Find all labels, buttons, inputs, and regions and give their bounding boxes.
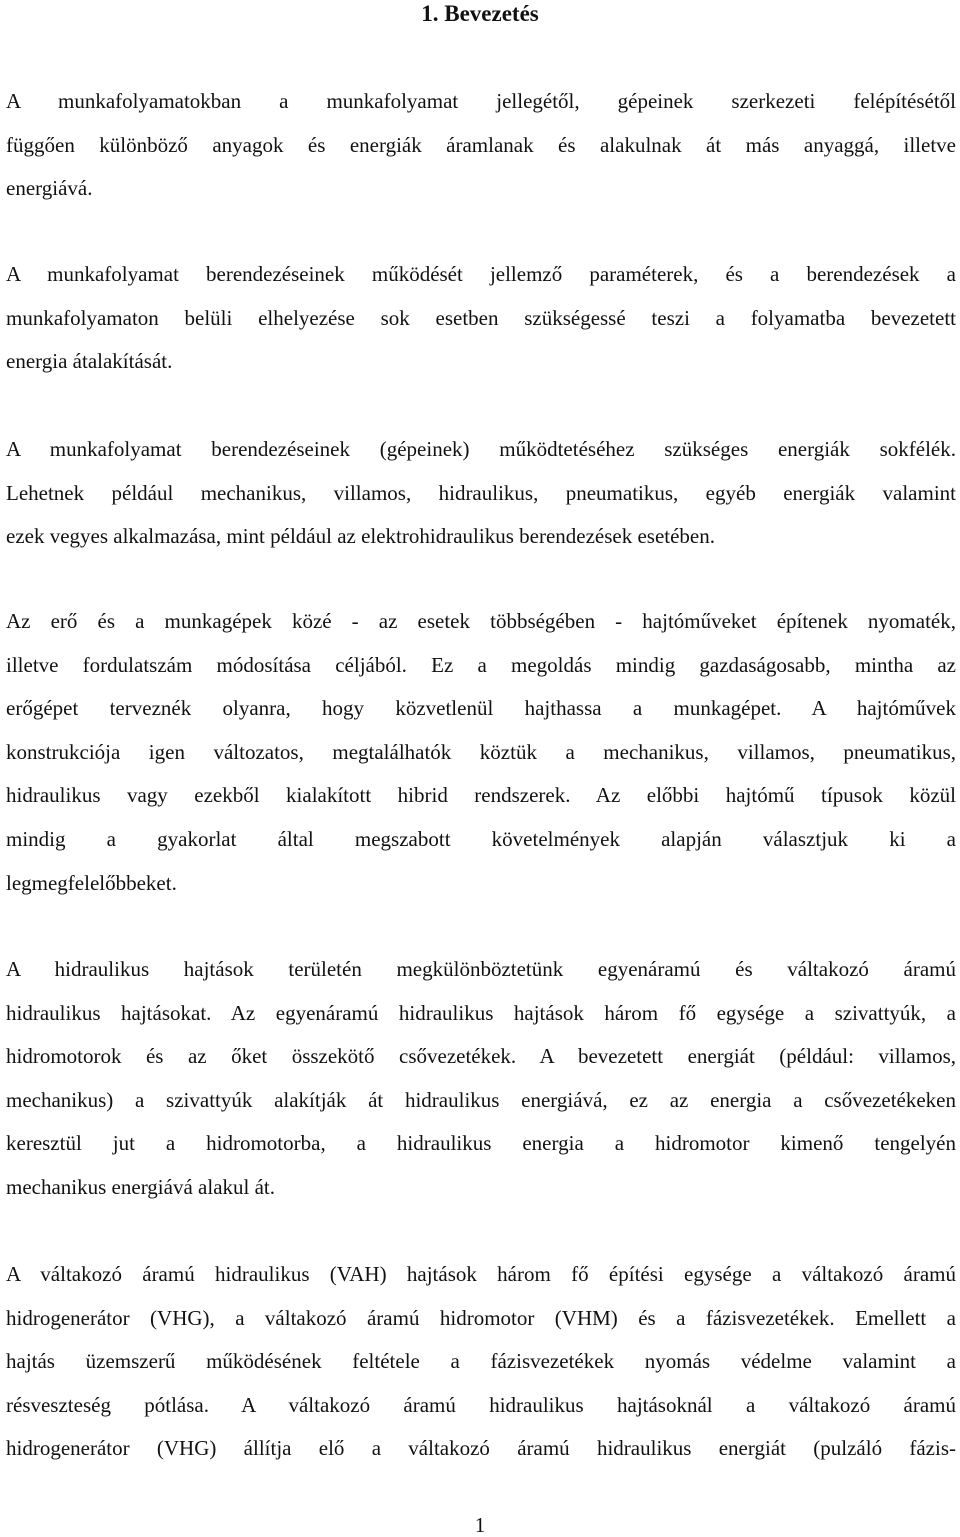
- text-line: erőgépet terveznék olyanra, hogy közvetlenül hajthassa a munkagépet. A hajtóművek: [6, 696, 956, 721]
- text-line: A munkafolyamat berendezéseinek (gépeinek) működtetéséhez szükséges energiák sokfélék.: [6, 437, 956, 461]
- text-line: hidrogenerátor (VHG), a váltakozó áramú hidromotor (VHM) és a fázisvezetékek. Emellett a: [6, 1305, 956, 1330]
- text-line: A munkafolyamat berendezéseinek működését jellemző paraméterek, és a berendezések a: [6, 262, 956, 286]
- text-line: hidrogenerátor (VHG) állítja elő a váltakozó áramú hidraulikus energiát (pulzáló fázis-: [6, 1436, 956, 1461]
- text-line: mindig a gyakorlat által megszabott követelmények alapján választjuk ki a: [6, 826, 956, 851]
- text-line: A váltakozó áramú hidraulikus (VAH) hajtások három fő építési egysége a váltakozó áramú: [6, 1262, 956, 1286]
- text-line: függően különböző anyagok és energiák áramlanak és alakulnak át más anyaggá, illetve: [6, 132, 956, 157]
- text-line: munkafolyamaton belüli elhelyezése sok esetben szükségessé teszi a folyamatba bevezetett: [6, 305, 956, 330]
- text-line: legmegfelelőbbeket.: [6, 870, 177, 895]
- text-line: hidraulikus hajtásokat. Az egyenáramú hidraulikus hajtások három fő egysége a szivattyúk, a: [6, 1000, 956, 1025]
- text-line: résveszteség pótlása. A váltakozó áramú hidraulikus hajtásoknál a váltakozó áramú: [6, 1392, 956, 1417]
- text-line: A munkafolyamatokban a munkafolyamat jellegétől, gépeinek szerkezeti felépítésétől: [6, 89, 956, 113]
- text-line: konstrukciója igen változatos, megtalálhatók köztük a mechanikus, villamos, pneumatikus,: [6, 739, 956, 764]
- text-line: Az erő és a munkagépek közé - az esetek többségében - hajtóműveket építenek nyomaték,: [6, 609, 956, 633]
- page-number: 1: [474, 1513, 486, 1537]
- text-line: ezek vegyes alkalmazása, mint például az elektrohidraulikus berendezések esetében.: [6, 524, 716, 549]
- text-line: hidromotorok és az őket összekötő csővezetékek. A bevezetett energiát (például: villamos,: [6, 1044, 956, 1069]
- text-line: A hidraulikus hajtások területén megkülönböztetünk egyenáramú és váltakozó áramú: [6, 957, 956, 981]
- text-line: mechanikus energiává alakul át.: [6, 1174, 276, 1199]
- text-line: hajtás üzemszerű működésének feltétele a fázisvezetékek nyomás védelme valamint a: [6, 1349, 956, 1374]
- paragraph-vah-drives: [6, 1253, 956, 1471]
- text-line: mechanikus) a szivattyúk alakítják át hidraulikus energiává, ez az energia a csővezetékeken: [6, 1087, 956, 1112]
- paragraph-energy-types: [6, 428, 956, 559]
- paragraph-transmissions: [6, 600, 956, 905]
- text-line: hidraulikus vagy ezekből kialakított hibrid rendszerek. Az előbbi hajtómű típusok közül: [6, 783, 956, 808]
- paragraph-hydraulic-drives: [6, 948, 956, 1210]
- paragraph-parameters: [6, 253, 956, 384]
- section-title: 1. Bevezetés: [421, 1, 539, 26]
- text-line: energia átalakítását.: [6, 349, 173, 374]
- text-line: illetve fordulatszám módosítása céljából. Ez a megoldás mindig gazdaságosabb, mintha az: [6, 652, 956, 677]
- text-line: Lehetnek például mechanikus, villamos, hidraulikus, pneumatikus, egyéb energiák valamint: [6, 480, 956, 505]
- text-line: energiává.: [6, 176, 93, 201]
- paragraph-intro: [6, 80, 956, 211]
- text-line: keresztül jut a hidromotorba, a hidraulikus energia a hidromotor kimenő tengelyén: [6, 1131, 956, 1156]
